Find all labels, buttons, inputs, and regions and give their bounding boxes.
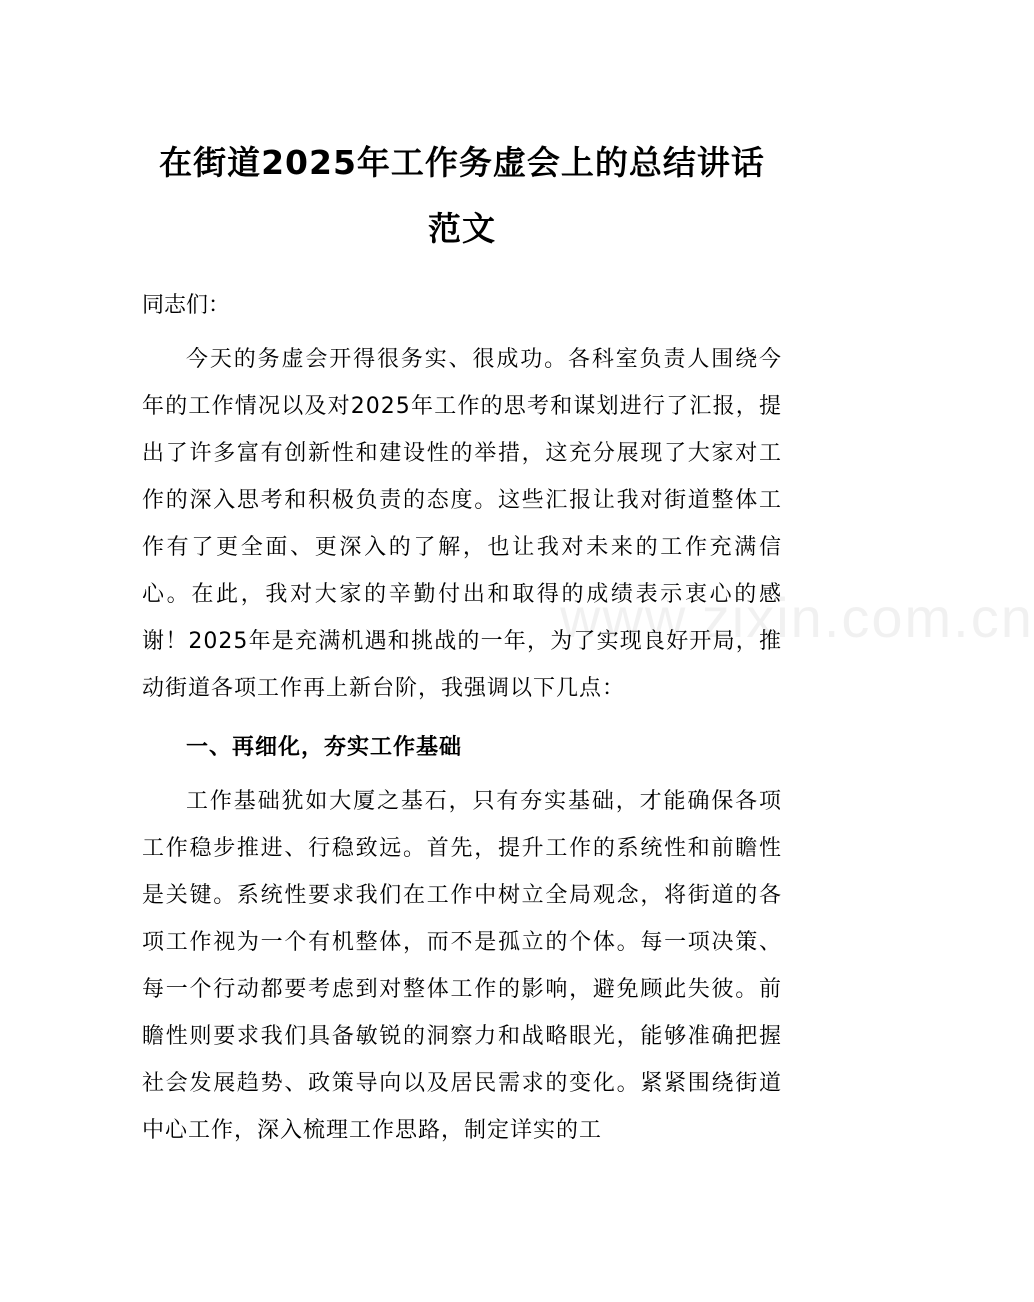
- section-heading-1: 一、再细化，夯实工作基础: [186, 735, 463, 760]
- document-title: 在街道2025年工作务虚会上的总结讲话范文: [159, 143, 765, 248]
- opening-paragraph: 今天的务虚会开得很务实、很成功。各科室负责人围绕今年的工作情况以及对2025年工作的思考和谋划进行了汇报，提出了许多富有创新性和建设性的举措，这充分展现了大家对工作的深入思考和积极负责的态度。这些汇报让我对街道整体工作有了更全面、更深入的了解，也让我对未来的工作充满信心。在此，我对大家的辛勤付出和取得的成绩表示衷心的感谢！2025年是充满机遇和挑战的一年，为了实现良好开局，推动街道各项工作再上新台阶，我强调以下几点：: [142, 347, 782, 701]
- section-1-paragraph: 工作基础犹如大厦之基石，只有夯实基础，才能确保各项工作稳步推进、行稳致远。首先，提升工作的系统性和前瞻性是关键。系统性要求我们在工作中树立全局观念，将街道的各项工作视为一个有机整体，而不是孤立的个体。每一项决策、每一个行动都要考虑到对整体工作的影响，避免顾此失彼。前瞻性则要求我们具备敏锐的洞察力和战略眼光，能够准确把握社会发展趋势、政策导向以及居民需求的变化。紧紧围绕街道中心工作，深入梳理工作思路，制定详实的工: [142, 789, 782, 1143]
- watermark: www.zixin.com.cn: [560, 586, 1034, 649]
- document-body: [142, 130, 782, 1154]
- salutation: 同志们：: [142, 293, 231, 318]
